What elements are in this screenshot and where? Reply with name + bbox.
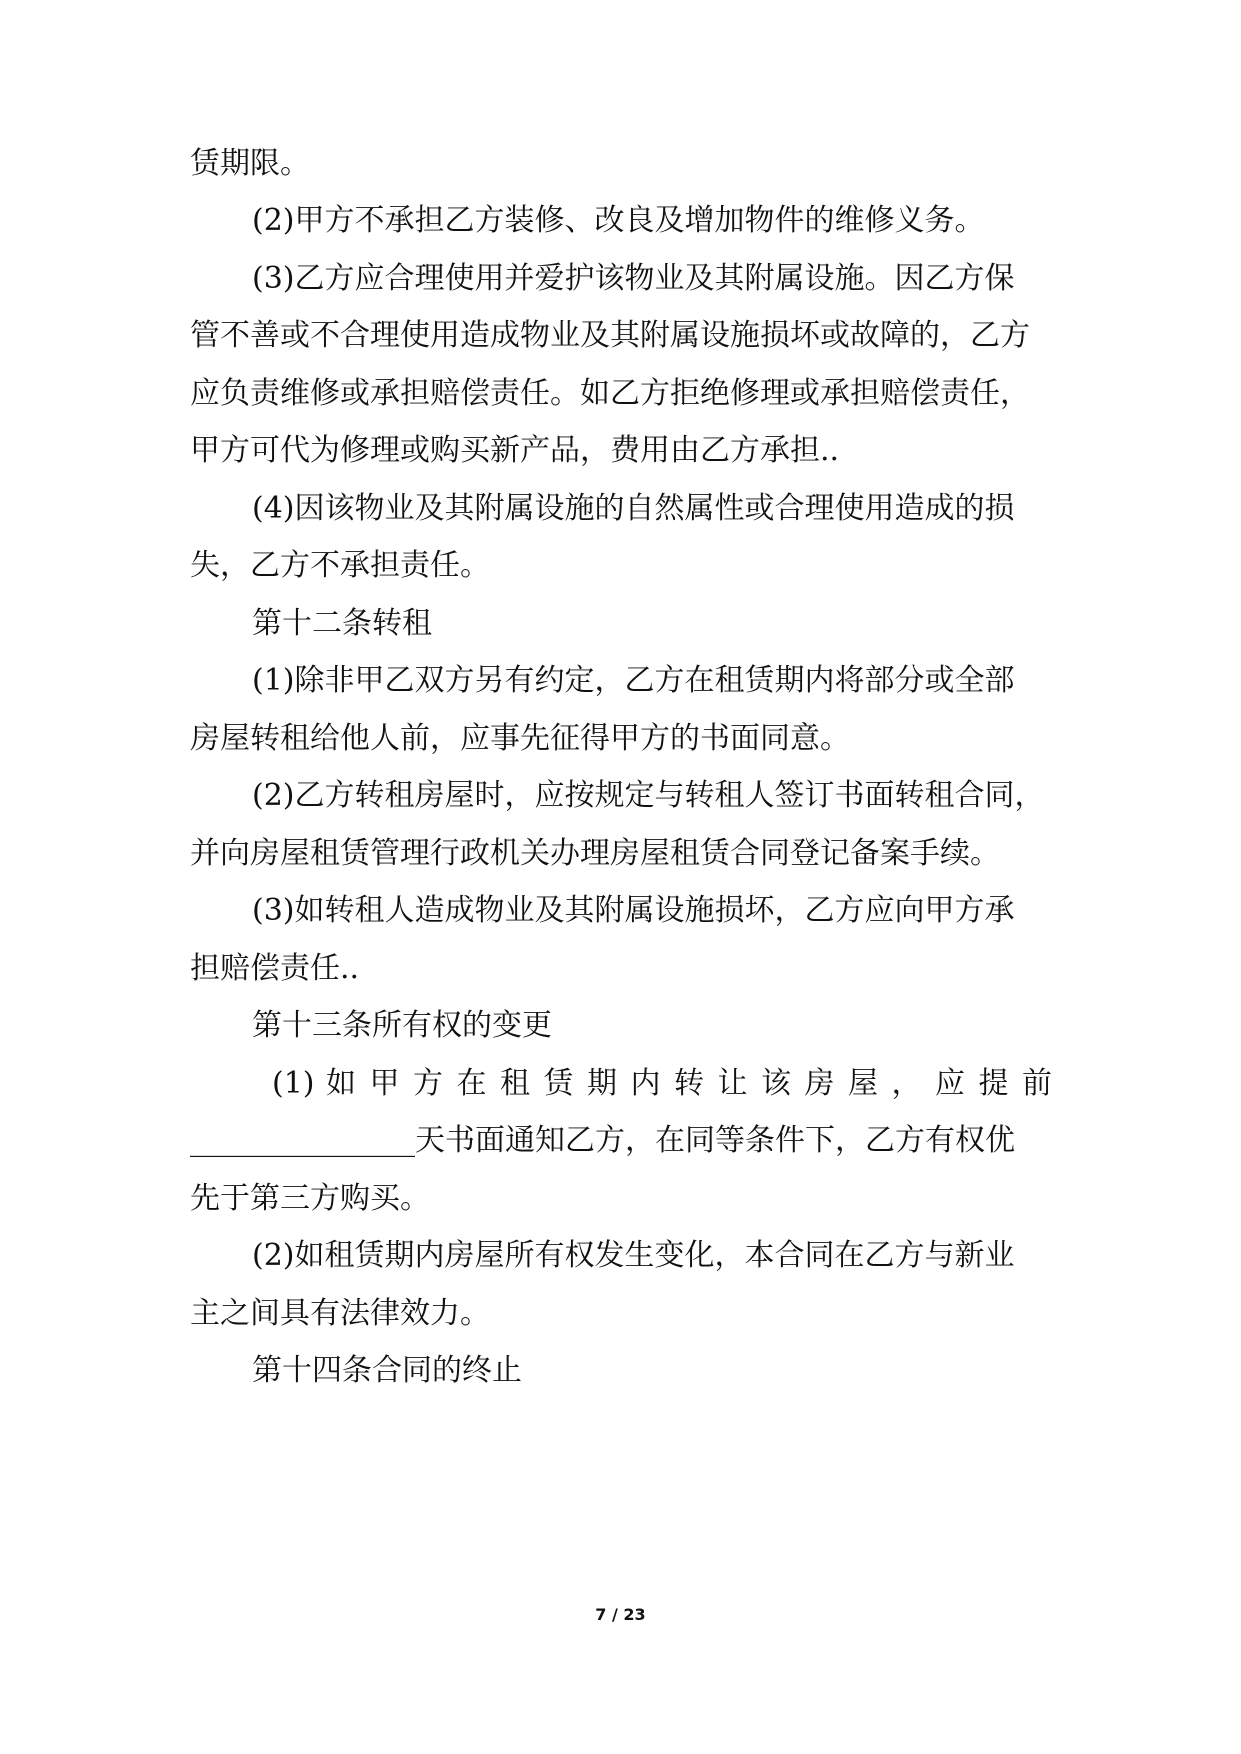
paragraph-line: 失，乙方不承担责任。	[190, 548, 490, 583]
blank-days-line: _______________天书面通知乙方，在同等条件下，乙方有权优	[190, 1123, 1015, 1158]
clause-13-heading: 第十三条所有权的变更	[252, 1008, 552, 1043]
page-number: 7 / 23	[595, 1605, 646, 1624]
clause-11-item-2: (2)甲方不承担乙方装修、改良及增加物件的维修义务。	[252, 203, 985, 238]
clause-12-heading: 第十二条转租	[252, 606, 432, 641]
paragraph-line: 担赔偿责任..	[190, 951, 360, 986]
paragraph-line: 并向房屋租赁管理行政机关办理房屋租赁合同登记备案手续。	[190, 836, 1000, 871]
clause-11-item-4: (4)因该物业及其附属设施的自然属性或合理使用造成的损	[252, 491, 1015, 526]
clause-12-item-3: (3)如转租人造成物业及其附属设施损坏，乙方应向甲方承	[252, 893, 1015, 928]
paragraph-line: 主之间具有法律效力。	[190, 1296, 490, 1331]
paragraph-line: 管不善或不合理使用造成物业及其附属设施损坏或故障的，乙方	[190, 318, 1030, 353]
paragraph-line: 房屋转租给他人前，应事先征得甲方的书面同意。	[190, 721, 850, 756]
clause-12-item-1: (1)除非甲乙双方另有约定，乙方在租赁期内将部分或全部	[252, 663, 1015, 698]
clause-13-item-2: (2)如租赁期内房屋所有权发生变化，本合同在乙方与新业	[252, 1238, 1015, 1273]
clause-13-item-1: (1) 如 甲 方 在 租 赁 期 内 转 让 该 房 屋 ， 应 提 前	[272, 1066, 1052, 1101]
clause-12-item-2: (2)乙方转租房屋时，应按规定与转租人签订书面转租合同，	[252, 778, 1045, 813]
paragraph-line: 先于第三方购买。	[190, 1181, 430, 1216]
paragraph-line: 甲方可代为修理或购买新产品，费用由乙方承担..	[190, 433, 840, 468]
clause-11-item-3: (3)乙方应合理使用并爱护该物业及其附属设施。因乙方保	[252, 261, 1015, 296]
paragraph-line: 应负责维修或承担赔偿责任。如乙方拒绝修理或承担赔偿责任，	[190, 376, 1030, 411]
paragraph-line: 赁期限。	[190, 146, 310, 181]
clause-14-heading: 第十四条合同的终止	[252, 1353, 522, 1388]
